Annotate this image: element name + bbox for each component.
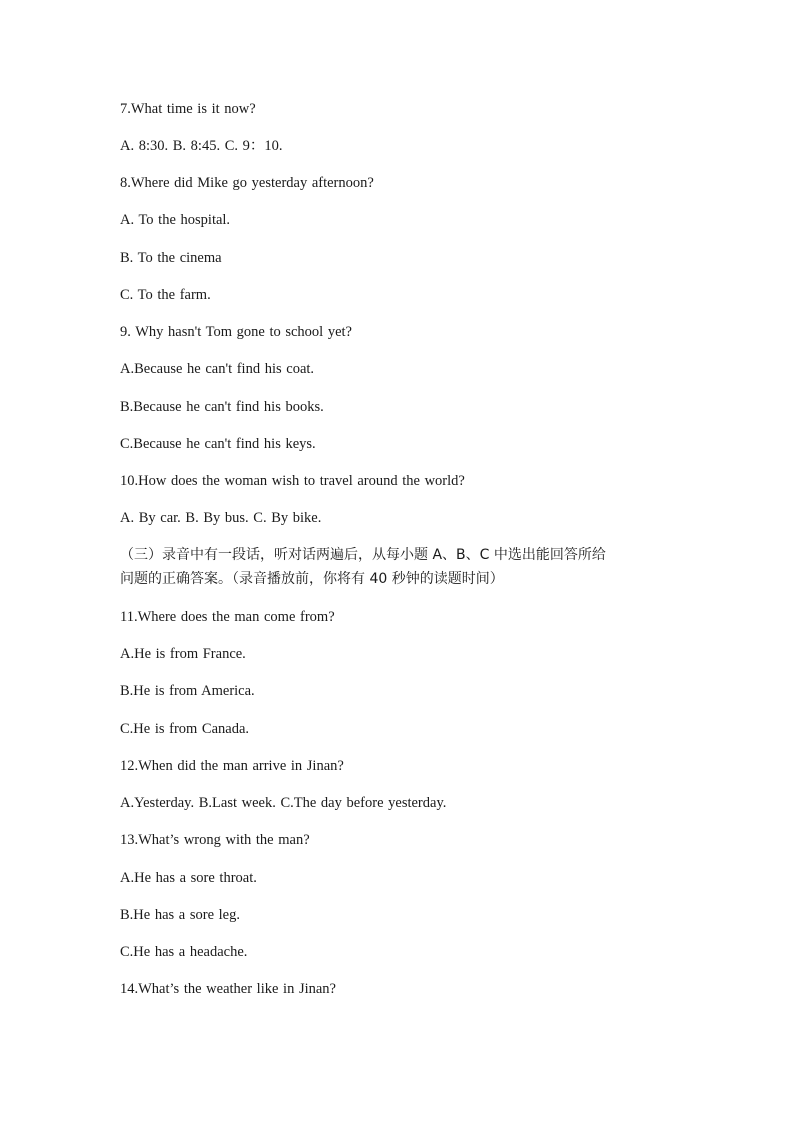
question-10-options: A. By car. B. By bus. C. By bike. (120, 510, 322, 526)
question-9-option-c: C.Because he can't find his keys. (120, 436, 316, 452)
question-10: 10.How does the woman wish to travel around the world? (120, 473, 465, 489)
question-11-option-c: C.He is from Canada. (120, 721, 250, 737)
question-7: 7.What time is it now? (120, 101, 256, 117)
question-9-option-b: B.Because he can't find his books. (120, 399, 324, 415)
question-13: 13.What’s wrong with the man? (120, 832, 310, 848)
question-11-option-b: B.He is from America. (120, 683, 255, 699)
question-11-option-a: A.He is from France. (120, 646, 246, 662)
question-13-option-c: C.He has a headache. (120, 944, 248, 960)
question-8-option-c: C. To the farm. (120, 287, 211, 303)
question-14: 14.What’s the weather like in Jinan? (120, 981, 336, 997)
question-13-option-b: B.He has a sore leg. (120, 907, 240, 923)
question-8: 8.Where did Mike go yesterday afternoon? (120, 175, 374, 191)
question-8-option-a: A. To the hospital. (120, 212, 231, 228)
section-3-heading-line-2: 问题的正确答案。（录音播放前，你将有 40 秒钟的读题时间） (120, 571, 504, 587)
question-11: 11.Where does the man come from? (120, 609, 335, 625)
section-3-heading (120, 543, 680, 591)
question-12: 12.When did the man arrive in Jinan? (120, 758, 344, 774)
question-9-option-a: A.Because he can't find his coat. (120, 361, 315, 377)
question-12-options: A.Yesterday. B.Last week. C.The day before yesterday. (120, 795, 447, 811)
section-3-heading-line-1: （三）录音中有一段话，听对话两遍后，从每小题 A、B、C 中选出能回答所给 (120, 547, 606, 563)
question-13-option-a: A.He has a sore throat. (120, 870, 257, 886)
question-8-option-b: B. To the cinema (120, 250, 222, 266)
question-7-options: A. 8:30. B. 8:45. C. 9：10. (120, 138, 283, 154)
question-9: 9. Why hasn't Tom gone to school yet? (120, 324, 352, 340)
